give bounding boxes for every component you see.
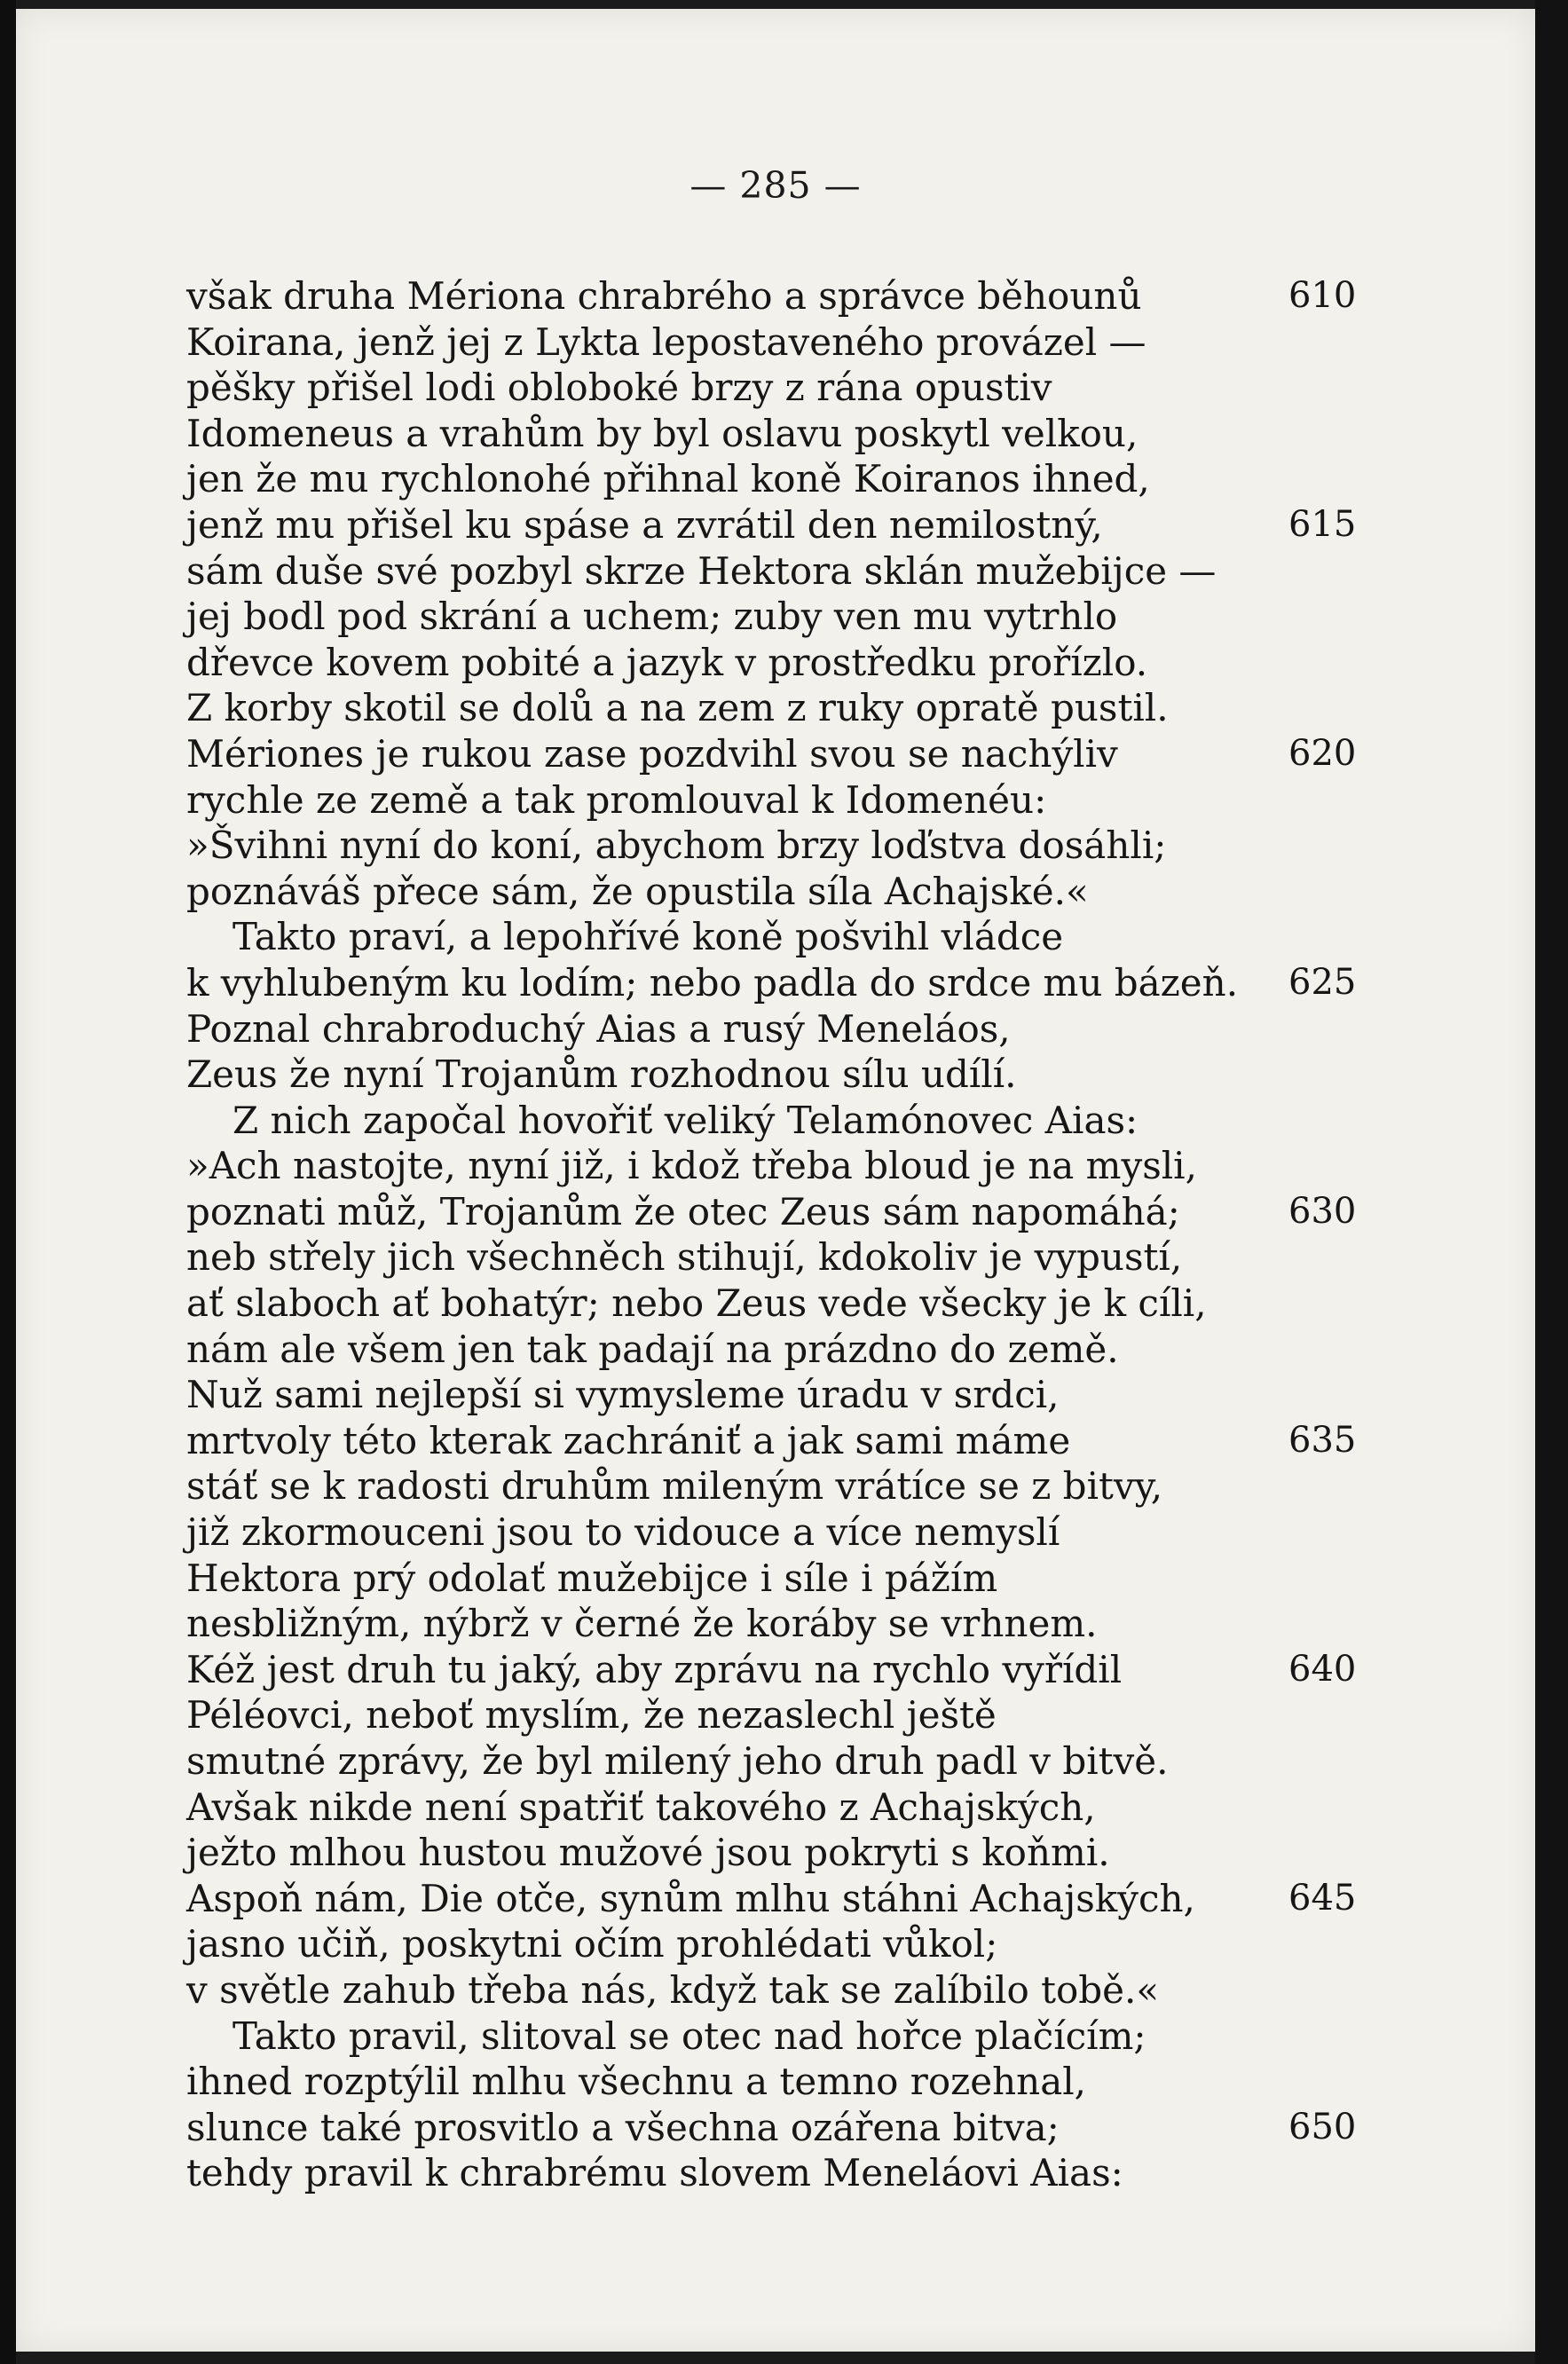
verse-line xyxy=(186,1280,1375,1327)
verse-text: k vyhlubeným ku lodím; nebo padla do srdce mu bázeň. xyxy=(186,960,1239,1005)
verse-text: Kéž jest druh tu jaký, aby zprávu na rychlo vyřídil xyxy=(186,1647,1123,1691)
verse-text: Z nich započal hovořiť veliký Telamónovec Aias: xyxy=(232,1098,1139,1142)
verse-line xyxy=(186,685,1375,731)
verse-line xyxy=(186,1692,1375,1738)
verse-text: nám ale všem jen tak padají na prázdno do země. xyxy=(186,1327,1119,1371)
verse-line xyxy=(186,1785,1375,1831)
verse-line xyxy=(186,1143,1375,1189)
verse-line xyxy=(186,594,1375,640)
verse-line xyxy=(186,1738,1375,1785)
verse-text: slunce také prosvitlo a všechna ozářena bitva; xyxy=(186,2105,1060,2149)
line-number: 615 xyxy=(1288,503,1357,545)
verse-text: Idomeneus a vrahům by byl oslavu poskytl velkou, xyxy=(186,411,1139,455)
line-number: 625 xyxy=(1288,961,1357,1003)
verse-line xyxy=(186,1372,1375,1418)
verse-text: poznáváš přece sám, že opustila síla Achajské.« xyxy=(186,869,1089,913)
verse-line xyxy=(186,1098,1375,1144)
verse-line xyxy=(186,2150,1375,2196)
verse-text: v světle zahub třeba nás, když tak se zalíbilo tobě.« xyxy=(186,1967,1160,2012)
verse-text: Takto pravil, slitoval se otec nad hořce plačícím; xyxy=(232,2013,1146,2058)
verse-text: ať slaboch ať bohatýr; nebo Zeus vede všecky je k cíli, xyxy=(186,1281,1207,1326)
verse-line xyxy=(186,502,1375,548)
verse-text: Zeus že nyní Trojanům rozhodnou sílu udílí. xyxy=(186,1052,1017,1097)
verse-line xyxy=(186,1876,1375,1922)
verse-text: ihned rozptýlil mlhu všechnu a temno rozehnal, xyxy=(186,2060,1087,2104)
verse-line xyxy=(186,1647,1375,1693)
line-number: 635 xyxy=(1288,1419,1357,1461)
verse-text: nesbližným, nýbrž v černé že koráby se vrhnem. xyxy=(186,1602,1098,1646)
verse-line xyxy=(186,365,1375,411)
verse-text: mrtvoly této kterak zachrániť a jak sami máme xyxy=(186,1418,1071,1462)
verse-line xyxy=(186,731,1375,777)
verse-text: Avšak nikde není spatřiť takového z Achajských, xyxy=(186,1785,1096,1829)
line-number: 620 xyxy=(1288,732,1357,774)
line-number: 650 xyxy=(1288,2106,1357,2147)
verse-text: smutné zprávy, že byl milený jeho druh padl v bitvě. xyxy=(186,1739,1169,1783)
verse-line xyxy=(186,823,1375,869)
verse-line xyxy=(186,777,1375,823)
verse-line xyxy=(186,2059,1375,2105)
verse-text: Z korby skotil se dolů a na zem z ruky opratě pustil. xyxy=(186,686,1169,730)
verse-line xyxy=(186,456,1375,502)
verse-line xyxy=(186,1967,1375,2013)
verse-text: Takto praví, a lepohřívé koně pošvihl vládce xyxy=(232,915,1064,959)
verse-text: neb střely jich všechněch stihují, kdokoliv je vypustí, xyxy=(186,1235,1183,1280)
verse-line xyxy=(186,319,1375,366)
verse-line xyxy=(186,1006,1375,1052)
verse-line xyxy=(186,1189,1375,1235)
line-number: 610 xyxy=(1288,275,1357,316)
verse-line xyxy=(186,1830,1375,1876)
verse-text: jenž mu přišel ku spáse a zvrátil den nemilostný, xyxy=(186,502,1103,547)
verse-text: již zkormouceni jsou to vidouce a více nemyslí xyxy=(186,1510,1060,1555)
verse-line xyxy=(186,869,1375,915)
verse-line xyxy=(186,1556,1375,1602)
verse-line xyxy=(186,2105,1375,2151)
verse-text: jen že mu rychlonohé přihnal koně Koiranos ihned, xyxy=(186,457,1150,501)
verse-text: dřevce kovem pobité a jazyk v prostředku prořízlo. xyxy=(186,640,1148,684)
verse-line xyxy=(186,2013,1375,2060)
verse-text: tehdy pravil k chrabrému slovem Meneláovi Aias: xyxy=(186,2151,1123,2195)
line-number: 645 xyxy=(1288,1877,1357,1919)
scan-right-edge xyxy=(1535,0,1568,2364)
verse-text: Nuž sami nejlepší si vymysleme úradu v srdci, xyxy=(186,1373,1060,1417)
verse-line xyxy=(186,1601,1375,1647)
verse-text: však druha Mériona chrabrého a správce běhounů xyxy=(186,274,1142,318)
verse-text: Koirana, jenž jej z Lykta lepostaveného provázel — xyxy=(186,319,1146,364)
verse-line xyxy=(186,1327,1375,1373)
verse-text: poznati můž, Trojanům že otec Zeus sám napomáhá; xyxy=(186,1189,1180,1233)
verse-line xyxy=(186,640,1375,686)
verse-text: ježto mlhou hustou mužové jsou pokryti s koňmi. xyxy=(186,1831,1110,1875)
verse-line xyxy=(186,960,1375,1006)
verse-text: Hektora prý odolať mužebijce i síle i pážím xyxy=(186,1556,998,1600)
book-page xyxy=(16,9,1535,2352)
verse-text: »Švihni nyní do koní, abychom brzy loďstva dosáhli; xyxy=(186,823,1167,868)
verse-text: Mériones je rukou zase pozdvihl svou se nachýliv xyxy=(186,731,1118,776)
verse-line xyxy=(186,1234,1375,1280)
verse-text: stáť se k radosti druhům mileným vrátíce se z bitvy, xyxy=(186,1464,1163,1509)
verse-text: »Ach nastojte, nyní již, i kdož třeba bloud je na mysli, xyxy=(186,1144,1197,1188)
verse-text: pěšky přišel lodi obloboké brzy z rána opustiv xyxy=(186,366,1052,410)
line-number: 640 xyxy=(1288,1648,1357,1690)
verse-text: rychle ze země a tak promlouval k Idomenéu: xyxy=(186,777,1047,822)
verse-text: sám duše své pozbyl skrze Hektora sklán mužebijce — xyxy=(186,548,1217,593)
verse-line xyxy=(186,1921,1375,1967)
verse-line xyxy=(186,1463,1375,1509)
verse-line xyxy=(186,548,1375,595)
verse-line xyxy=(186,914,1375,960)
page-number: — 285 — xyxy=(689,164,862,207)
verse-text: jej bodl pod skrání a uchem; zuby ven mu vytrhlo xyxy=(186,595,1118,639)
verse-line xyxy=(186,1052,1375,1098)
line-number: 630 xyxy=(1288,1190,1357,1232)
verse-line xyxy=(186,1418,1375,1464)
verse-line xyxy=(186,1509,1375,1556)
scan-left-edge xyxy=(0,0,16,2364)
verse-text: Péléovci, neboť myslím, že nezaslechl ještě xyxy=(186,1693,997,1738)
verse-text: Poznal chrabroduchý Aias a rusý Meneláos, xyxy=(186,1006,1011,1051)
verse-text: Aspoň nám, Die otče, synům mlhu stáhni Achajských, xyxy=(186,1876,1195,1920)
verse-block xyxy=(186,273,1375,2196)
verse-text: jasno učiň, poskytni očím prohlédati vůkol; xyxy=(186,1922,998,1966)
verse-line xyxy=(186,411,1375,457)
verse-line xyxy=(186,273,1375,319)
